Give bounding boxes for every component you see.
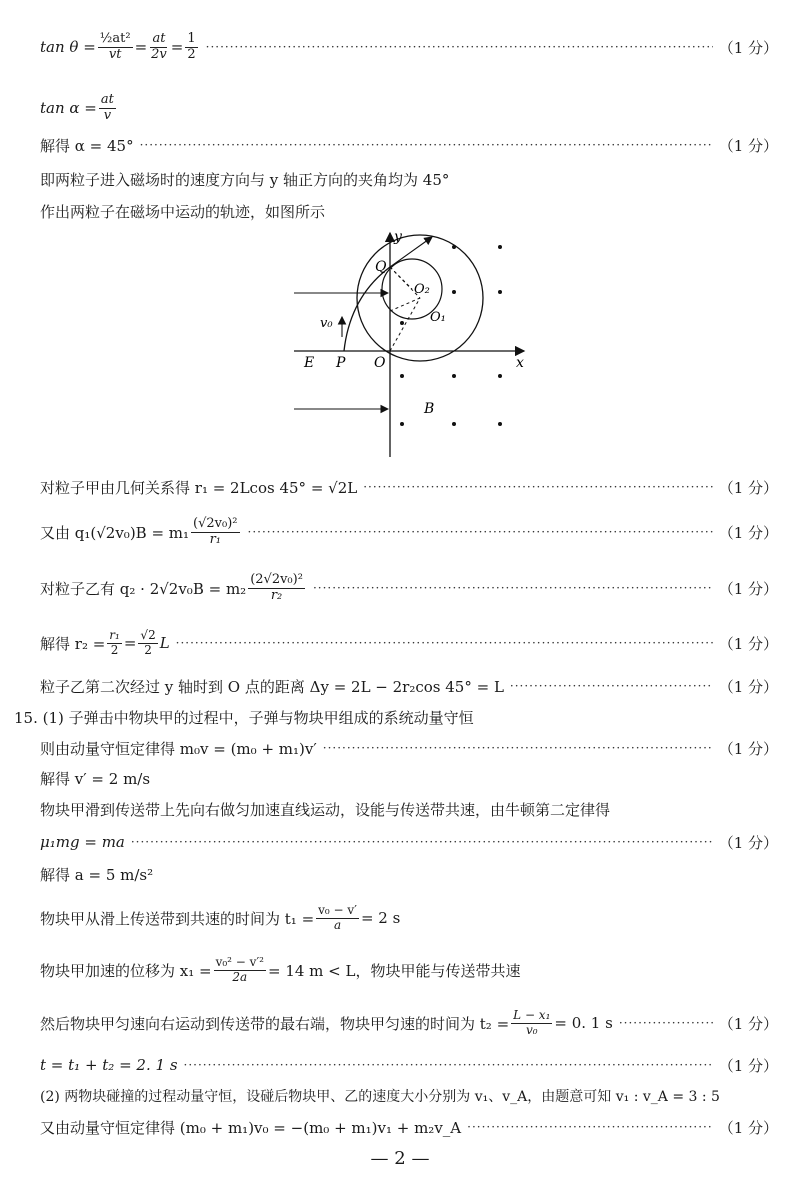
fraction bbox=[511, 1009, 552, 1038]
line-text: (2) 两物块碰撞的过程动量守恒，设碰后物块甲、乙的速度大小分别为 v₁、v_A，由题意可知 v₁ : v_A = 3 : 5 bbox=[40, 1089, 720, 1105]
answer-line bbox=[40, 510, 778, 554]
label-v0: v₀ bbox=[320, 316, 333, 331]
line-text: 15. (1) 子弹击中物块甲的过程中，子弹与物块甲组成的系统动量守恒 bbox=[14, 708, 474, 727]
leader-dots bbox=[131, 835, 713, 849]
fraction-numerator: 1 bbox=[187, 30, 196, 46]
tan-alpha-label: tan α = bbox=[40, 99, 97, 117]
score-label: （1 分） bbox=[718, 523, 778, 542]
text-line bbox=[40, 766, 778, 790]
fraction bbox=[98, 32, 133, 63]
line-text: 然后物块甲匀速向右运动到传送带的最右端，物块甲匀速的时间为 t₂ = bbox=[40, 1014, 510, 1033]
page-number: — 2 — bbox=[370, 1148, 430, 1169]
label-q: Q bbox=[375, 259, 387, 275]
line-text: 则由动量守恒定律得 m₀v = (m₀ + m₁)v′ bbox=[40, 739, 317, 758]
score-label: （1 分） bbox=[718, 579, 778, 598]
fraction bbox=[214, 956, 266, 985]
fraction bbox=[191, 517, 239, 548]
text-line bbox=[40, 948, 778, 992]
leader-dots bbox=[206, 40, 713, 54]
answer-line: 解得 r₂ = $\frac{\text{r₁}}{2}$ = $\frac{√2}{2}$ L ····· （1 分） bbox=[40, 622, 778, 664]
line-text: 解得 r₂ = bbox=[40, 634, 106, 653]
score-label: （1 分） bbox=[718, 136, 778, 155]
score-label: （1 分） bbox=[718, 478, 778, 497]
line-text: μ₁mg = ma bbox=[40, 833, 125, 851]
score-label: （1 分） bbox=[718, 634, 778, 653]
line-text: 解得 α = 45° bbox=[40, 136, 134, 155]
fraction-denominator: v₀ bbox=[525, 1022, 538, 1037]
fraction-denominator: 2 bbox=[144, 642, 152, 657]
text-line bbox=[40, 200, 778, 222]
fraction-denominator: 2a bbox=[232, 969, 248, 984]
leader-dots bbox=[313, 581, 713, 595]
fraction-numerator: r₁ bbox=[109, 627, 120, 642]
text-line bbox=[40, 896, 778, 940]
line-text: 即两粒子进入磁场时的速度方向与 y 轴正方向的夹角均为 45° bbox=[40, 170, 450, 189]
fraction-denominator: 2 bbox=[110, 642, 119, 657]
label-x: x bbox=[516, 355, 524, 371]
fraction-numerator: at bbox=[100, 91, 114, 107]
radius-dashed bbox=[390, 298, 420, 351]
label-o: O bbox=[374, 355, 386, 371]
fraction-numerator: (2√2v₀)² bbox=[250, 571, 303, 587]
fraction bbox=[316, 904, 359, 933]
line-text: 粒子乙第二次经过 y 轴时到 O 点的距离 Δy = 2L − 2r₂cos 45° = L bbox=[40, 677, 504, 696]
fraction-denominator: 2v bbox=[151, 46, 167, 62]
fraction-numerator: v₀ − v′ bbox=[318, 902, 357, 917]
score-label: （1 分） bbox=[718, 1056, 778, 1075]
leader-dots bbox=[619, 1016, 713, 1030]
text-line bbox=[40, 862, 778, 886]
line-text: 物块甲从滑上传送带到共速的时间为 t₁ = bbox=[40, 909, 315, 928]
line-text: 物块甲滑到传送带上先向右做匀加速直线运动，设能与传送带共速，由牛顿第二定律得 bbox=[40, 800, 611, 819]
leader-dots bbox=[467, 1120, 713, 1134]
leader-dots bbox=[510, 679, 713, 693]
score-label: （1 分） bbox=[718, 739, 778, 758]
answer-line bbox=[40, 1001, 778, 1045]
score-label: （1 分） bbox=[718, 1014, 778, 1033]
text-line bbox=[40, 1084, 778, 1108]
equation-tan-alpha bbox=[40, 88, 778, 128]
radius-dashed bbox=[390, 298, 420, 311]
magnetic-field-diagram bbox=[290, 227, 530, 459]
line-text: 又由动量守恒定律得 (m₀ + m₁)v₀ = −(m₀ + m₁)v₁ + m₂v_A bbox=[40, 1118, 462, 1137]
line-text: 又由 q₁(√2v₀)B = m₁ bbox=[40, 523, 190, 542]
line-text: 解得 v′ = 2 m/s bbox=[40, 769, 151, 788]
line-text: t = t₁ + t₂ = 2. 1 s bbox=[40, 1056, 178, 1074]
score-label: （1 分） bbox=[718, 677, 778, 696]
answer-line bbox=[40, 134, 778, 156]
label-b: B bbox=[424, 401, 435, 417]
fraction bbox=[107, 629, 122, 658]
label-p: P bbox=[336, 355, 346, 371]
label-e: E bbox=[304, 355, 315, 371]
line-text: = 2 s bbox=[360, 909, 401, 927]
fraction-denominator: v bbox=[103, 107, 112, 123]
score-label: （1 分） bbox=[718, 833, 778, 852]
line-text: 对粒子甲由几何关系得 r₁ = 2Lcos 45° = √2L bbox=[40, 478, 358, 497]
text-line bbox=[40, 797, 778, 821]
field-dots bbox=[400, 245, 502, 426]
line-text: 物块甲加速的位移为 x₁ = bbox=[40, 961, 212, 980]
answer-line bbox=[40, 736, 778, 760]
line-text: 作出两粒子在磁场中运动的轨迹，如图所示 bbox=[40, 202, 326, 221]
fraction-numerator: (√2v₀)² bbox=[193, 515, 238, 531]
fraction-denominator: a bbox=[333, 917, 342, 932]
score-label: （1 分） bbox=[718, 38, 778, 57]
leader-dots bbox=[140, 138, 713, 152]
fraction-denominator: r₁ bbox=[209, 531, 221, 547]
fraction bbox=[149, 32, 169, 63]
fraction bbox=[248, 573, 305, 604]
score-label: （1 分） bbox=[718, 1118, 778, 1137]
fraction-numerator: v₀² − v′² bbox=[215, 954, 264, 969]
fraction bbox=[138, 629, 157, 658]
leader-dots bbox=[323, 741, 713, 755]
fraction-denominator: 2 bbox=[187, 46, 196, 62]
fraction-numerator: at bbox=[152, 30, 166, 46]
leader-dots bbox=[363, 480, 712, 494]
fraction-denominator: r₂ bbox=[270, 587, 283, 603]
fraction-numerator: ½at² bbox=[99, 30, 131, 46]
answer-line bbox=[40, 1115, 778, 1139]
leader-dots bbox=[248, 525, 713, 539]
answer-line bbox=[40, 1053, 778, 1077]
line-text: = 0. 1 s bbox=[554, 1014, 613, 1032]
fraction-denominator: vt bbox=[108, 46, 122, 62]
fraction bbox=[99, 93, 116, 124]
leader-dots bbox=[176, 636, 713, 650]
fraction-numerator: L − x₁ bbox=[513, 1007, 551, 1022]
label-y: y bbox=[394, 229, 402, 245]
line-text: 对粒子乙有 q₂ · 2√2v₀B = m₂ bbox=[40, 579, 247, 598]
question-heading bbox=[14, 705, 778, 729]
line-text: L bbox=[159, 634, 170, 652]
fraction bbox=[185, 32, 197, 63]
answer-line bbox=[40, 566, 778, 610]
label-o1: O₁ bbox=[430, 310, 446, 325]
line-text: = 14 m < L，物块甲能与传送带共速 bbox=[267, 961, 521, 980]
answer-line bbox=[40, 674, 778, 698]
label-o2: O₂ bbox=[414, 282, 430, 297]
leader-dots bbox=[184, 1058, 713, 1072]
tan-theta-label: tan θ = bbox=[40, 38, 96, 56]
line-text: 解得 a = 5 m/s² bbox=[40, 865, 154, 884]
answer-line bbox=[40, 475, 778, 499]
fraction-numerator: √2 bbox=[140, 627, 156, 642]
equation-tan-theta: tan θ = $\frac{\text{½at²}}{vt}$ = $\frac{at}{2v}$ = $\frac{1}{2}$ ····· （1 分） bbox=[40, 22, 778, 72]
answer-line bbox=[40, 830, 778, 854]
text-line bbox=[40, 168, 778, 190]
